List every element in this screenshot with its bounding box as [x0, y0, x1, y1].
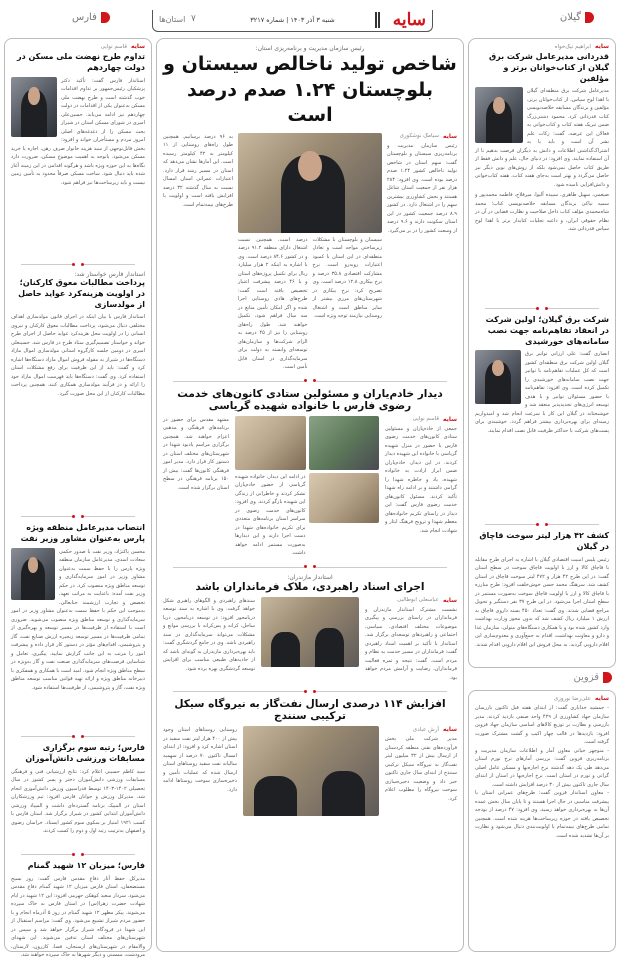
divider [11, 512, 145, 520]
divider [11, 732, 145, 740]
article-body: استاندار فارس با بیان اینکه در اجرای قانون مولدسازی اهداف مختلفی دنبال می‌شود، پرداخت مطالبات معوق کارکنان و نیروی انسانی را در اولویت محل هزینه‌کرد عواید حاصل از اجرای طرح خواند و خواستار تصمیم‌گیری ستاد طرح در فارس شد. حسینعلی امیری در دومین جلسه کارگروه استانی مولدسازی اموال مازاد دستگاه‌ها در شیراز به مقوله فروش اموال مازاد دستگاه‌ها اشاره کرد و گفت: باید از این ظرفیت برای رفع مشکلات استان استفاده کرد. وی گفت: دستگاه‌ها باید فهرست اموال مازاد خود را ارائه و در فرآیند مولدسازی همکاری کنند. همچنین پرداخت مطالبات کارکنان از این محل صورت گیرد. [11, 314, 145, 397]
masthead-bar [152, 10, 433, 32]
article-body: - جمشید خدایاری گفت: از ابتدای هفته قبل تاکنون بازرسان سازمان جهاد کشاورزی از ۴۲۹ واحد صنفی بازدید کردند. مدیر بازرسی و نظارت بر توزیع کالاهای اساسی سازمان جهاد قزوین افزود: بازدیدها در قالب چهار اکیپ و گشت مشترک صورت گرفته است. [475, 705, 609, 745]
lead-body: درصد است. همچنین نسبت اشتغال دارای منطقه ۹۱.۲ درصد و در کشور ۸۴.۶ درصد است. وی با اشاره به اینکه ۲ هزار میلیارد ریال برای تکمیل پروژه‌های استان و با ۴۶ درصد پیشرفت اعتبار تخصیص یافته است گفت: طرح‌های هادی روستایی اجرا شده و اگر امکان تأمین منابع در سه سال فراهم شود، تکمیل خواهند شد. طول راه‌های روستایی را نیز از ۴۵ درصد به الزام شرکت‌ها و سازمان‌های توسعه‌ای وابسته به دولت برای سرمایه‌گذاری در استان قابل تأمین است. [238, 236, 308, 371]
lead-body: سیستان و بلوچستان با مشکلات زیرساختی مواجه است و تعادل منطقه‌ای در این استان با کمبود اعتبارات روبه‌رو است. نرخ مشارکت اقتصادی ۳۵.۸ درصد و نرخ بیکاری ۱۲.۸ درصد است. وی تصریح کرد: نرخ بیکاری در شهرستان‌های مرزی بیشتر از سایر مناطق است و اشتغال روستایی نیازمند توجه ویژه است. [312, 236, 383, 320]
mini-logo: سایه [442, 726, 457, 734]
byline: سایه قاسم نوایی [412, 415, 457, 423]
mini-logo: سایه [442, 596, 457, 604]
article-qazvin [475, 695, 609, 947]
story-headline[interactable]: اجرای اسناد راهبردی، ملاک فرمانداران باشد [195, 580, 425, 593]
article-gilan-books [475, 43, 609, 299]
divider [475, 304, 609, 312]
byline: سایه قاسم نوایی [100, 43, 145, 50]
article-body: - معاون استاندار قزوین گفت: طرح‌های عمرانی استان با پیشرفت مناسبی در حال اجرا هستند و تا پایان سال بخش عمده آن‌ها به بهره‌برداری خواهد رسید. وی افزود: ۴۷ درصد از بودجه تخصیص یافته در حوزه زیرساخت‌ها هزینه شده است. همچنین تمامی طرح‌های نیمه‌تمام با اولویت‌بندی دنبال می‌شود و نظارت بر آن‌ها تشدید شده است. [475, 790, 609, 839]
article-body: مدیرعامل شرکت برق منطقه‌ای گیلان با اهدا لوح سپاس، از کتاب‌خوانان برتر، مؤلفین و برندگان مسابقه خلاصه‌نویسی کتاب قدردانی کرد. محمود دشتی‌زرگ ضمن تبریک هفته کتاب و کتاب‌خوانی به فعالان این عرصه، گفت: زکات علم نشر آن است و باید با به اشتراک‌گذاشتن اطلاعات و دانش به دیگران فرصت بدهیم تا از آن استفاده نمایند. وی افزود: در دنیای حال، علم و دانش فقط از طریق کتاب حاصل نمی‌شود بلکه از روش‌های نوین دیگر نیز حاصل می‌گردد و بهتر است به‌جای هفته کتاب، هفته کتاب‌خوانی و دانش‌افزایی نامیده شود. [475, 88, 609, 188]
left-column [4, 38, 152, 959]
lead-kicker: رئیس سازمان مدیریت و برنامه‌ریزی استان: [255, 45, 365, 52]
story-body: نشست مشترک استاندار مازندران و فرمانداران در راستای بررسی و پیگیری موضوعات مختلف اقتصادی، سیاسی، اجتماعی و راهبردهای توسعه‌ای برگزار شد. استاندار با تأکید بر اهمیت اسناد راهبردی گفت: فرمانداران در مسیر خدمت به نظام و مردم است. گفت: نتیجه و ثمره فعالیت فرمانداران، رضایت و آرامش مردم خواهد بود. [365, 606, 457, 681]
qazvin-column [468, 690, 616, 952]
article-title[interactable]: قدردانی مدیرعامل شرکت برق گیلان از کتاب‌خوانان برتر و مؤلفین [489, 52, 609, 83]
right-province-label: گیلان [559, 12, 581, 23]
lead-story [163, 45, 457, 372]
mini-logo: سایه [594, 43, 609, 50]
article-body: مدیرکل حفظ آثار دفاع مقدس فارس گفت: روز بسیج مستضعفان، استان فارس میزبان ۱۲ شهید گمنام دفاع مقدس می‌شود. سردار سعید کوهکن جهرمی افزود: این ۱۲ شهید در ایام شهادت حضرت زهرا(س) در استان فارس به خاک سپرده می‌شوند. پیکر مطهر ۱۲ شهید گمنام در روز ۵ آذرماه انجام و با حضور مردم شیراز تشییع می‌شود. وی گفت: مراسم استقبال از این شهدا در فرودگاه شیراز برگزار خواهد شد و سپس در شهرستان‌های مختلف استان تدفین می‌شوند. این شهدای والامقام در شهرستان‌های ارسنجان، فسا، کازرون، لارستان، مرودشت، ممسنی و دیگر شهرها به خاک سپرده خواهند شد. [11, 875, 145, 959]
mini-logo: سایه [130, 43, 145, 50]
story-body: سندهای راهبردی و الگوهای راهبری شکل خواهد گرفت. وی با اشاره به سند توسعه دریامحور افزود: در توسعه دریامحور، دریا ساحل، کرانه و پس‌کرانه با بررسی موانع و مشکلات می‌تواند سرمایه‌گذاری در سند راهبردی باشد. وی در جامع گردشگری گفت: باید بهره‌برداری مازندران به گونه‌ای باشد که از جاذبه‌های طبیعی مناسب برای افزایش توسعه گردشگری بهره برده شود. [163, 597, 255, 672]
article-photo [475, 350, 521, 404]
section-flag-icon [603, 672, 612, 683]
lead-headline[interactable]: شاخص تولید ناخالص سیستان و بلوچستان ۱.۲۴ صدم درصد است [163, 53, 457, 127]
article-body-tail: ضیغمی، سهیل طاهری، سپیده آلیوا، میرفلاح، فاطمه محمدپور و سمیه نیاکی برندگان مسابقه خلاصه‌نویسی کتاب؛ محمد شاه‌محمدی مؤلف کتاب داخل صلاحیت و نظارت قضایی در آن در نظام حقوقی ایران، و داعیه تجلیات کتابدار برتر با اهدا لوح سپاس قدردانی شد. [475, 192, 609, 233]
article-photo [11, 77, 57, 137]
article-title[interactable]: شرکت برق گیلان؛ اولین شرکت در انعقاد تفاهم‌نامه جهت نصب سامانه‌های خورشیدی [485, 315, 609, 346]
article-body: استاندار فارس گفت: تأکید دکتر پزشکیان رئیس‌جمهور بر تداوم اقدامات خوب گذشته است و طرح نهضت ملی مسکن به‌عنوان یکی از اقدامات در دولت چهاردهم نیز ادامه می‌یابد. حسین‌علی امیری در شورای مسکن استان در شیراز بحث مسکن را از دغدغه‌های اصلی امروز مردم و مستأجران خواند و افزود: بخش قابل‌توجهی از سبد هزینه خانوار صرف رهن، اجاره یا خرید مسکن می‌شود. باتوجه به اهمیت موضوع مسکن، ضرورت دارد نگاه‌ها به این حوزه ویژه باشد و هرگونه اقدامی در این زمینه آغاز شده باید دنبال شود. ساخت مسکن صرفاً محدود به تأمین زمین نیست و باید زیرساخت‌ها نیز فراهم شود. [11, 77, 145, 186]
issue-date: شنبه ۳ آذر ۱۴۰۳ | شماره ۳۲۱۷ [250, 16, 335, 24]
newspaper-logo[interactable]: سایه [392, 10, 426, 30]
byline: سایه ابراهیم نیک‌خواه [554, 43, 609, 50]
lead-body: به ۹۶ درصد برسانیم. همچنین طول راه‌های روستایی از ۱۱ کیلومتر به ۴۲ کیلومتر رسیده است. این آمارها نشان می‌دهد که استان در مسیر رشد قرار دارد. اعتبارات عمرانی استان امسال نسبت به سال گذشته ۳۲ درصد افزایش یافته است و اولویت با طرح‌های نیمه‌تمام است. [163, 133, 233, 208]
divider [163, 563, 457, 571]
story-photo [261, 597, 359, 667]
left-province-label: فارس [72, 12, 97, 23]
article-martyrs [11, 847, 145, 959]
masthead [22, 10, 598, 32]
byline: سایه سیامک نوشکوری [399, 132, 457, 140]
section-name: استان‌ها [159, 15, 186, 24]
article-title[interactable]: انتصاب مدیرعامل منطقه ویژه پارس به‌عنوان مشاور وزیر نفت [20, 523, 145, 543]
section-tab-qazvin[interactable] [573, 672, 612, 683]
section-flag-icon [585, 12, 594, 23]
story-kicker: استاندار مازندران: [287, 573, 333, 581]
article-photo [475, 87, 523, 143]
article-gilan-solar [475, 301, 609, 515]
article-title[interactable]: کشف ۴۲ هزار لیتر سوخت قاچاق در گیلان [479, 531, 609, 551]
article-body: انصاری گفت: علی ارزانی توانیر برق گیلان اولین شرکت برق منطقه‌ای کشور است که کل عملیات تفاهم‌نامه با توانیر جهت نصب سامانه‌های خورشیدی را تکمیل کرده است. وی افزود: تفاهم‌نامه با حضور مسئولان توانیر و با هدف توسعه انرژی‌های تجدیدپذیر منعقد شد و خوشبختانه در گیلان این کار با سرعت انجام شد و امیدواریم زمینه‌ای برای بهره‌برداری بیشتر فراهم گردد. خوشبندی برای پست‌های شرکت با حداکثر ظرفیت قابل نصب اقدام نمایند. [475, 351, 609, 434]
story-headline[interactable]: افزایش ۱۱۴ درصدی ارسال نفت‌گاز به نیروگاه سیکل ترکیبی سنندج [174, 698, 446, 723]
byline: سایه آرش عبادی [412, 726, 457, 734]
story-body: مدیر شرکت ملی پخش فرآورده‌های نفتی منطقه کردستان از ارسال بیش از ۳۲ میلیون لیتر نفت‌گاز به نیروگاه سیکل ترکیبی سنندج از ابتدای سال جاری تاکنون خبر داد و وضعیت ذخیره‌سازی سوخت نیروگاه را مطلوب اعلام کرد. [385, 736, 457, 802]
article-title[interactable]: تداوم طرح نهضت ملی مسکن در دولت چهاردهم [16, 52, 145, 72]
article-body: - منوچهر حیاتی معاون آمار و اطلاعات سازمان مدیریت و برنامه‌ریزی قزوین گفت: بررسی آمارهای نرخ تورم استان می‌دهد طی یک دهه گذشته نرخ اجاره‌بها و مسکن عامل اصلی گرانی و تورم در استان است. نرخ اجاره‌بها در استان از ابتدای سال جاری تاکنون بیش از ۳۰ درصد افزایش داشته است. [475, 747, 609, 788]
right-column [468, 38, 616, 668]
mini-logo: سایه [442, 132, 457, 140]
story-photo [309, 473, 380, 523]
article-productive [11, 257, 145, 507]
section-tab-right[interactable] [560, 12, 594, 23]
story-photo [309, 416, 380, 470]
article-housing [11, 43, 145, 255]
article-title[interactable]: فارس؛ رتبه سوم برگزاری مسابقات ورزشی دانش‌آموزان [25, 743, 145, 763]
byline: سایه عباسعلی ابوطالبی [397, 596, 457, 604]
article-title[interactable]: فارس؛ میزبان ۱۲ شهید گمنام [27, 861, 145, 870]
mini-logo: سایه [594, 695, 609, 702]
divider [11, 850, 145, 858]
article-body: محسن پاکنژاد، وزیر نفت با صدور حکمی سعادت اسدی، مدیرعامل سازمان منطقه ویژه پارس را با حفظ سمت به‌عنوان مشاور وزیر در امور سرمایه‌گذاری و توسعه مناطق ویژه منصوب کرد. در حکم وزیر نفت آمده: باعنایت به مراتب تعهد، تخصص و تجارب ارزشمند جنابعالی، به‌موجب این حکم با حفظ سمت به‌عنوان مشاور وزیر در امور سرمایه‌گذاری و توسعه مناطق ویژه منصوب می‌شوید. ضروری است با استفاده از ظرفیت‌ها در مسیر توسعه و بهره‌گیری از تمامی ظرفیت‌ها در مسیر توسعه زنجیره ارزش صنایع نفت، گاز و پتروشیمی، اقدام‌های مؤثر در دستور کار قرار داده و پیشرفت امور را مرتب به این جانب گزارش نمایید. پیگیری، تعامل و شناسایی فرصت‌های سرمایه‌گذاری صنعت نفت و گاز به‌ویژه در سطح مناطق ویژه انجام شود. امید است با همکاری و همفکری با دبیرخانه مناطق ویژه و ارائه تهیه قوانین مناسب توسعه مناطق ویژه نفت، گاز و پتروشیمی، از ظرفیت‌ها استفاده شود. [11, 548, 145, 691]
section-name: قزوین [573, 672, 599, 683]
article-photo [11, 548, 55, 600]
middle-column [156, 38, 464, 952]
article-pars [11, 509, 145, 727]
story-sanandaj [163, 684, 457, 816]
divider [163, 377, 457, 385]
divider [475, 520, 609, 528]
section-flag-icon [101, 12, 110, 23]
article-gilan-fuel [475, 517, 609, 663]
story-body: مشهد مقدس برای حضور در برنامه‌های فرهنگی و مذهبی اعزام خواهند شد. همچنین برگزاری مراسم یادبود شهدا در شهرستان‌های مختلف استان در دستور کار قرار دارد. مدیر امور فرهنگی کانون‌ها گفت: بیش از ۱۵۰ برنامه فرهنگی در سطح استان برگزار شده است. [163, 416, 229, 491]
lead-body: رئیس سازمان مدیریت و برنامه‌ریزی سیستان و بلوچستان گفت: سهم استان در شاخص تولید ناخالص کشور ۱.۲۴ صدم درصد بوده است. وی افزود: ۲۸۴ هزار نفر از جمعیت استان شاغل هستند و بخش کشاورزی بیشترین سهم را در اشتغال دارد. در کشور ۸.۹ درصد جمعیت کشور در این استان سکونت دارند و ۹.۶ درصد از وسعت کشور را در بر می‌گیرد. [387, 142, 457, 234]
mini-logo: سایه [442, 415, 457, 423]
story-headline[interactable]: دیدار خادم‌یاران و مسئولین ستادی کانون‌های خدمت رضوی فارس با خانواده شهیده گریاسی [177, 387, 443, 412]
story-body: جمعی از خادم‌یاران و مسئولین ستادی کانون‌های خدمت رضوی فارس با حضور در منزل شهیده گریاسی با خانواده این شهیده دیدار کردند. در این دیدار، خادم‌یاران ضمن ابراز ارادت به خانواده شهیده، یاد و خاطره شهدا را گرامی داشتند و بر ادامه راه شهدا تأکید کردند. مسئول کانون‌های خدمت رضوی فارس گفت: این دیدار در راستای تکریم خانواده‌های معظم شهدا و ترویج فرهنگ ایثار و شهادت انجام شد. [385, 425, 457, 534]
story-mazandaran [163, 560, 457, 683]
article-body: رئیس پلیس امنیت اقتصادی گیلان با اشاره به اجرای طرح مقابله با قاچاق کالا و ارز با اولویت قاچاق سوخت در سطح استان گفت: در این طرح ۴۲ هزار و ۴۷۲ لیتر سوخت قاچاق در استان کشف شد. سرهنگ محمد حسن خوش‌خلقت افزود: طرح مبارزه با قاچاق کالا و ارز با اولویت قاچاق سوخت به‌صورت مستمر در سطح استان اجرا می‌شود. در این طرح ۳۷ نفر دستگیر و تحویل مراجع قضایی شدند. وی گفت: تعداد ۴۵۰ بسته داروی قاچاق به ارزش ۱ میلیارد ریال کشف شد که بدون مجوز وزارت بهداشت وارد کشور شده بود و با همکاری دستگاه‌های متولی، سازمان غذا و دارو و معاونت بهداشت، اقدام به جمع‌آوری و معدوم‌سازی این اقلام دارویی گردید. به محل فروش این اقلام دارویی اقدام شدند. [475, 556, 609, 648]
article-kicker: استاندار فارس خواستار شد: [74, 271, 145, 278]
article-body: سید کاظم حسینی اعلام کرد: نتایج ارزشیابی فنی و فرهنگی مسابقات ورزشی دانش‌آموزان دختر و پسر کشور در سال تحصیلی ۱۴۰۲-۱۴۰۳ توسط فدراسیون ورزش دانش‌آموزی انجام شد. مدیرکل ورزش و جوانان فارس افزود: تیم ورزشکاران استان در المپیک برنامه گسترده‌ای داشت و المپیاد ورزشی دانش‌آموزان ابتدایی کشور در شیراز برگزار شد. استان فارس با کسب ۱۹۲۱ امتیاز بر سکوی سوم کشور ایستاد. خراسان رضوی و اصفهان به‌ترتیب رتبه اول و دوم را کسب کردند. [11, 768, 145, 835]
story-khadem [163, 374, 457, 558]
story-body: در ادامه این دیدار، خانواده شهیده گریاسی از حضور خادم‌یاران تشکر کردند و خاطراتی از زندگی این شهیده بازگو کردند. وی افزود: کانون‌های خدمت رضوی در سراسر استان برنامه‌های متعددی برای تکریم خانواده‌های شهدا در دست اجرا دارند و این دیدارها به‌صورت مستمر ادامه خواهد داشت. [235, 473, 306, 557]
page-number: ۷ [191, 14, 196, 24]
story-photo [243, 726, 379, 816]
byline: سایه علی‌رضا نوروزی [553, 695, 609, 702]
divider [163, 687, 457, 695]
article-sports [11, 729, 145, 845]
lead-photo [238, 133, 382, 233]
story-body: روستایی روستاهای استان وجود بیش از ۴۰۰ هزار لیتر نفت سفید در استان اشاره کرد و افزود: از ابتدای امسال تاکنون ۷۰ درصد از سهمیه سالیانه نفت سفید روستاهای استان ارسال شده که عملیات تأمین و ذخیره‌سازی سوخت روستاها ادامه دارد. [163, 727, 237, 793]
section-tab-left[interactable] [72, 12, 110, 23]
divider [11, 260, 145, 268]
story-photo [235, 416, 306, 470]
article-title[interactable]: پرداخت مطالبات معوق کارکنان؛ در اولویت هزینه‌کرد عواید حاصل از مولدسازی [18, 278, 145, 309]
